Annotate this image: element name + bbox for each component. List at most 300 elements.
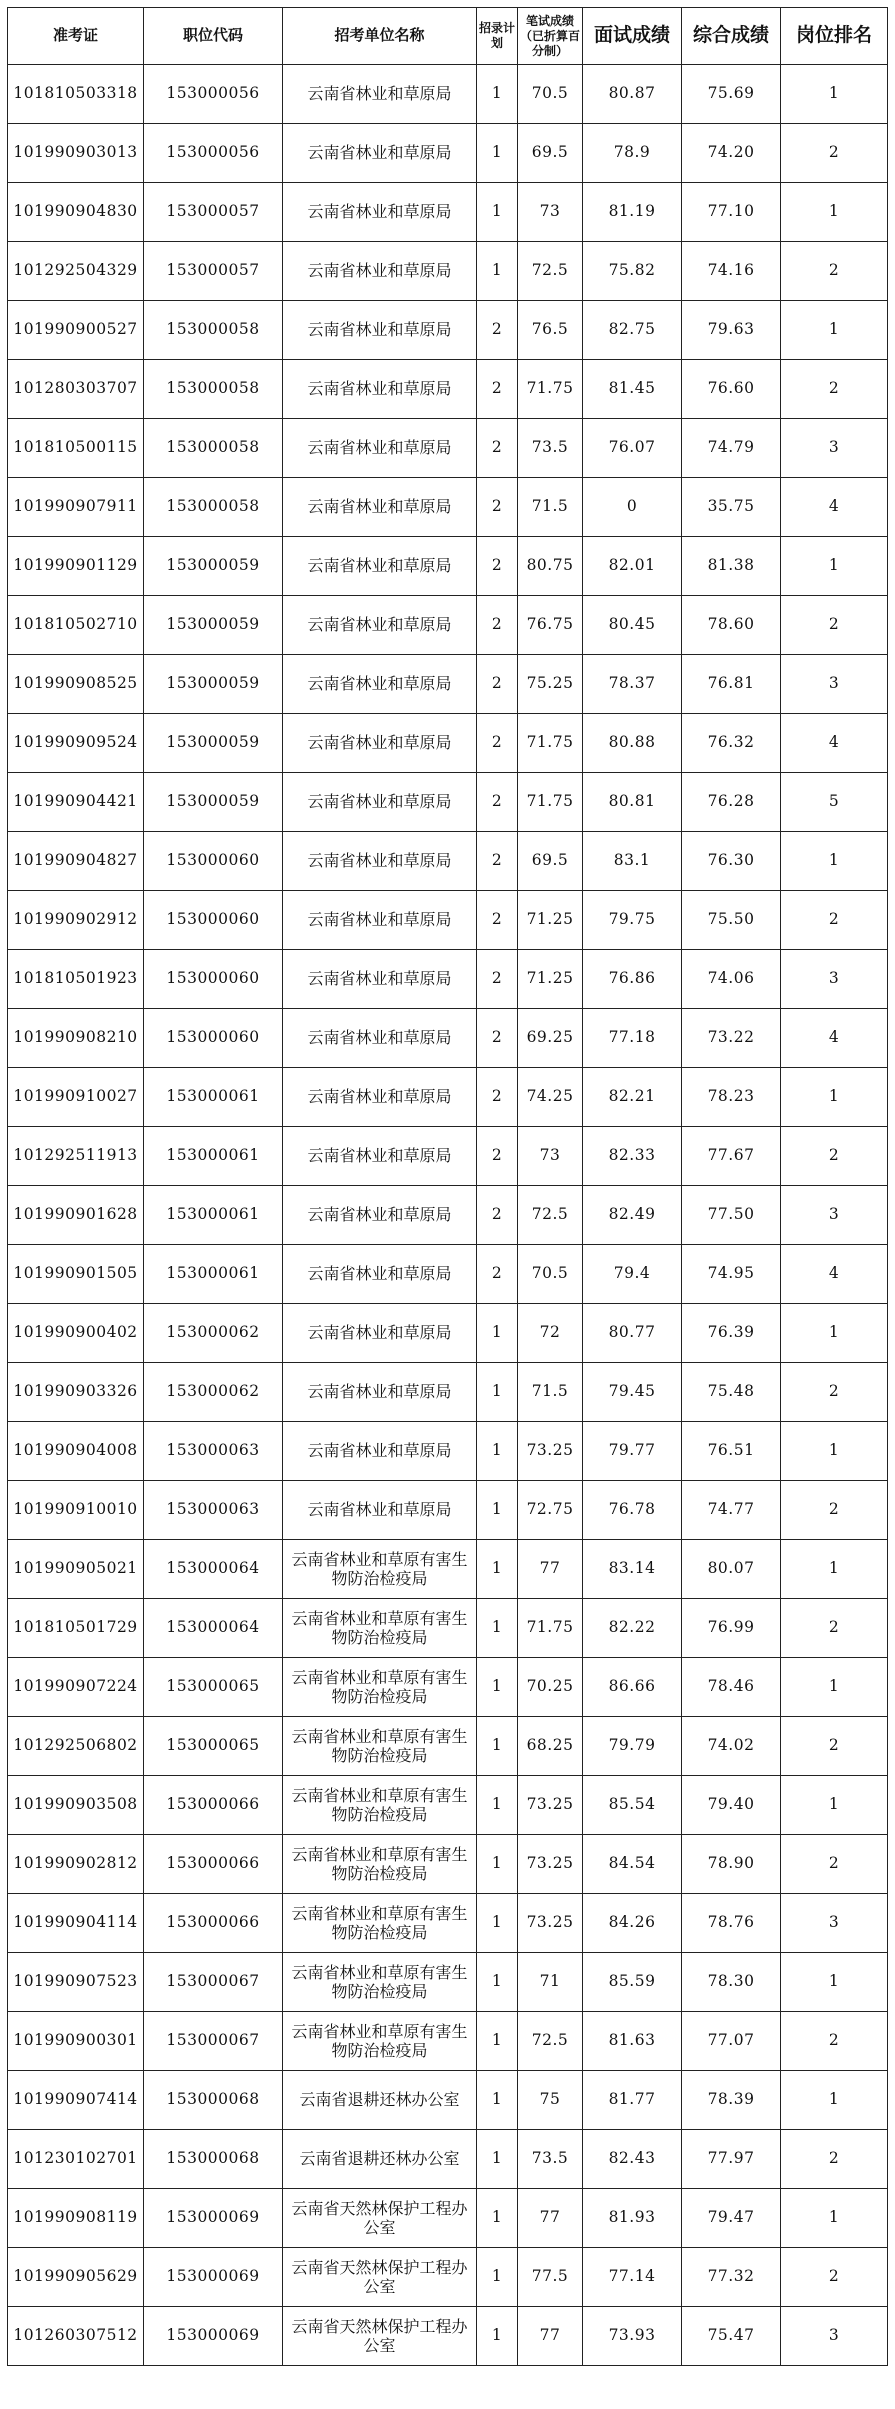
- rank-cell: 2: [781, 1481, 888, 1540]
- rank-cell: 3: [781, 950, 888, 1009]
- position-code-cell: 153000066: [144, 1835, 283, 1894]
- unit-name-cell: 云南省林业和草原局: [283, 183, 477, 242]
- interview-score-cell: 79.4: [583, 1245, 682, 1304]
- total-score-cell: 75.47: [682, 2307, 781, 2366]
- unit-name-cell: 云南省林业和草原局: [283, 478, 477, 537]
- exam-id-cell: 101990905021: [8, 1540, 144, 1599]
- written-score-cell: 73.25: [518, 1835, 583, 1894]
- table-row: [8, 1599, 888, 1658]
- exam-id-cell: 101990901628: [8, 1186, 144, 1245]
- total-score-cell: 74.06: [682, 950, 781, 1009]
- rank-cell: 2: [781, 1599, 888, 1658]
- exam-id-cell: 101990901129: [8, 537, 144, 596]
- position-code-cell: 153000063: [144, 1422, 283, 1481]
- unit-name-cell: 云南省林业和草原局: [283, 832, 477, 891]
- position-code-cell: 153000059: [144, 714, 283, 773]
- written-score-cell: 71.75: [518, 360, 583, 419]
- rank-cell: 2: [781, 2012, 888, 2071]
- quota-cell: 1: [477, 2012, 518, 2071]
- rank-cell: 2: [781, 2130, 888, 2189]
- interview-score-cell: 82.01: [583, 537, 682, 596]
- header-quota: 招录计划: [477, 8, 518, 65]
- table-row: [8, 1540, 888, 1599]
- interview-score-cell: 83.1: [583, 832, 682, 891]
- total-score-cell: 74.16: [682, 242, 781, 301]
- written-score-cell: 73.25: [518, 1776, 583, 1835]
- table-row: [8, 950, 888, 1009]
- written-score-cell: 69.5: [518, 832, 583, 891]
- total-score-cell: 79.40: [682, 1776, 781, 1835]
- rank-cell: 3: [781, 2307, 888, 2366]
- total-score-cell: 75.69: [682, 65, 781, 124]
- written-score-cell: 73.25: [518, 1422, 583, 1481]
- written-score-cell: 75: [518, 2071, 583, 2130]
- quota-cell: 1: [477, 1776, 518, 1835]
- header-unit-name: 招考单位名称: [283, 8, 477, 65]
- written-score-cell: 71.5: [518, 1363, 583, 1422]
- total-score-cell: 77.32: [682, 2248, 781, 2307]
- rank-cell: 1: [781, 2189, 888, 2248]
- rank-cell: 3: [781, 419, 888, 478]
- rank-cell: 1: [781, 1658, 888, 1717]
- interview-score-cell: 78.9: [583, 124, 682, 183]
- position-code-cell: 153000064: [144, 1540, 283, 1599]
- quota-cell: 2: [477, 891, 518, 950]
- unit-name-cell: 云南省林业和草原局: [283, 1127, 477, 1186]
- table-row: [8, 478, 888, 537]
- interview-score-cell: 82.43: [583, 2130, 682, 2189]
- interview-score-cell: 78.37: [583, 655, 682, 714]
- rank-cell: 2: [781, 124, 888, 183]
- written-score-cell: 75.25: [518, 655, 583, 714]
- table-row: [8, 1127, 888, 1186]
- table-row: [8, 537, 888, 596]
- exam-id-cell: 101990904008: [8, 1422, 144, 1481]
- quota-cell: 1: [477, 2071, 518, 2130]
- quota-cell: 1: [477, 1658, 518, 1717]
- exam-id-cell: 101292504329: [8, 242, 144, 301]
- rank-cell: 1: [781, 1422, 888, 1481]
- total-score-cell: 76.30: [682, 832, 781, 891]
- exam-id-cell: 101810500115: [8, 419, 144, 478]
- table-row: [8, 65, 888, 124]
- total-score-cell: 35.75: [682, 478, 781, 537]
- position-code-cell: 153000058: [144, 478, 283, 537]
- rank-cell: 1: [781, 1304, 888, 1363]
- quota-cell: 2: [477, 1186, 518, 1245]
- written-score-cell: 76.75: [518, 596, 583, 655]
- table-row: [8, 1422, 888, 1481]
- table-row: [8, 773, 888, 832]
- exam-id-cell: 101990910010: [8, 1481, 144, 1540]
- total-score-cell: 78.23: [682, 1068, 781, 1127]
- unit-name-cell: 云南省林业和草原有害生物防治检疫局: [283, 1717, 477, 1776]
- quota-cell: 2: [477, 360, 518, 419]
- quota-cell: 2: [477, 419, 518, 478]
- unit-name-cell: 云南省林业和草原局: [283, 596, 477, 655]
- interview-score-cell: 80.45: [583, 596, 682, 655]
- interview-score-cell: 76.07: [583, 419, 682, 478]
- interview-score-cell: 81.45: [583, 360, 682, 419]
- interview-score-cell: 86.66: [583, 1658, 682, 1717]
- unit-name-cell: 云南省林业和草原局: [283, 1363, 477, 1422]
- total-score-cell: 74.20: [682, 124, 781, 183]
- quota-cell: 2: [477, 301, 518, 360]
- rank-cell: 1: [781, 2071, 888, 2130]
- unit-name-cell: 云南省天然林保护工程办公室: [283, 2307, 477, 2366]
- interview-score-cell: 81.77: [583, 2071, 682, 2130]
- total-score-cell: 76.28: [682, 773, 781, 832]
- exam-id-cell: 101990907224: [8, 1658, 144, 1717]
- position-code-cell: 153000060: [144, 891, 283, 950]
- table-row: [8, 1776, 888, 1835]
- quota-cell: 2: [477, 1009, 518, 1068]
- total-score-cell: 76.60: [682, 360, 781, 419]
- exam-id-cell: 101990908525: [8, 655, 144, 714]
- exam-id-cell: 101280303707: [8, 360, 144, 419]
- total-score-cell: 77.07: [682, 2012, 781, 2071]
- exam-id-cell: 101990909524: [8, 714, 144, 773]
- exam-id-cell: 101810502710: [8, 596, 144, 655]
- interview-score-cell: 82.22: [583, 1599, 682, 1658]
- written-score-cell: 71.25: [518, 891, 583, 950]
- unit-name-cell: 云南省林业和草原局: [283, 1068, 477, 1127]
- exam-id-cell: 101990903013: [8, 124, 144, 183]
- table-row: [8, 419, 888, 478]
- exam-id-cell: 101230102701: [8, 2130, 144, 2189]
- quota-cell: 2: [477, 478, 518, 537]
- table-row: [8, 360, 888, 419]
- table-row: [8, 2130, 888, 2189]
- total-score-cell: 78.76: [682, 1894, 781, 1953]
- position-code-cell: 153000069: [144, 2189, 283, 2248]
- quota-cell: 1: [477, 1953, 518, 2012]
- total-score-cell: 74.77: [682, 1481, 781, 1540]
- quota-cell: 2: [477, 1068, 518, 1127]
- written-score-cell: 77: [518, 2189, 583, 2248]
- quota-cell: 1: [477, 183, 518, 242]
- table-row: [8, 1363, 888, 1422]
- written-score-cell: 77: [518, 1540, 583, 1599]
- written-score-cell: 70.25: [518, 1658, 583, 1717]
- unit-name-cell: 云南省林业和草原局: [283, 537, 477, 596]
- unit-name-cell: 云南省林业和草原局: [283, 1245, 477, 1304]
- table-row: [8, 2248, 888, 2307]
- unit-name-cell: 云南省林业和草原局: [283, 360, 477, 419]
- interview-score-cell: 82.21: [583, 1068, 682, 1127]
- unit-name-cell: 云南省林业和草原局: [283, 950, 477, 1009]
- rank-cell: 3: [781, 655, 888, 714]
- position-code-cell: 153000062: [144, 1304, 283, 1363]
- exam-id-cell: 101990900402: [8, 1304, 144, 1363]
- written-score-cell: 73: [518, 1127, 583, 1186]
- table-row: [8, 1068, 888, 1127]
- position-code-cell: 153000063: [144, 1481, 283, 1540]
- total-score-cell: 78.39: [682, 2071, 781, 2130]
- written-score-cell: 73.5: [518, 2130, 583, 2189]
- interview-score-cell: 80.87: [583, 65, 682, 124]
- table-row: [8, 714, 888, 773]
- exam-id-cell: 101990907911: [8, 478, 144, 537]
- table-row: [8, 1009, 888, 1068]
- rank-cell: 1: [781, 537, 888, 596]
- written-score-cell: 68.25: [518, 1717, 583, 1776]
- position-code-cell: 153000057: [144, 242, 283, 301]
- position-code-cell: 153000060: [144, 1009, 283, 1068]
- position-code-cell: 153000059: [144, 655, 283, 714]
- table-row: [8, 2307, 888, 2366]
- quota-cell: 2: [477, 714, 518, 773]
- quota-cell: 1: [477, 65, 518, 124]
- unit-name-cell: 云南省退耕还林办公室: [283, 2130, 477, 2189]
- table-row: [8, 1186, 888, 1245]
- quota-cell: 2: [477, 773, 518, 832]
- total-score-cell: 75.48: [682, 1363, 781, 1422]
- total-score-cell: 78.90: [682, 1835, 781, 1894]
- unit-name-cell: 云南省林业和草原局: [283, 714, 477, 773]
- written-score-cell: 69.25: [518, 1009, 583, 1068]
- rank-cell: 2: [781, 242, 888, 301]
- total-score-cell: 78.60: [682, 596, 781, 655]
- total-score-cell: 76.39: [682, 1304, 781, 1363]
- exam-id-cell: 101292511913: [8, 1127, 144, 1186]
- quota-cell: 2: [477, 596, 518, 655]
- written-score-cell: 74.25: [518, 1068, 583, 1127]
- table-row: [8, 1894, 888, 1953]
- unit-name-cell: 云南省林业和草原局: [283, 65, 477, 124]
- total-score-cell: 79.47: [682, 2189, 781, 2248]
- exam-id-cell: 101990907523: [8, 1953, 144, 2012]
- quota-cell: 2: [477, 537, 518, 596]
- interview-score-cell: 80.81: [583, 773, 682, 832]
- written-score-cell: 72.5: [518, 242, 583, 301]
- exam-id-cell: 101990904830: [8, 183, 144, 242]
- interview-score-cell: 83.14: [583, 1540, 682, 1599]
- written-score-cell: 72.75: [518, 1481, 583, 1540]
- position-code-cell: 153000067: [144, 1953, 283, 2012]
- rank-cell: 4: [781, 478, 888, 537]
- position-code-cell: 153000066: [144, 1776, 283, 1835]
- table-row: [8, 832, 888, 891]
- unit-name-cell: 云南省林业和草原局: [283, 1481, 477, 1540]
- total-score-cell: 74.02: [682, 1717, 781, 1776]
- table-row: [8, 301, 888, 360]
- rank-cell: 1: [781, 65, 888, 124]
- rank-cell: 1: [781, 1540, 888, 1599]
- position-code-cell: 153000064: [144, 1599, 283, 1658]
- table-row: [8, 2012, 888, 2071]
- quota-cell: 1: [477, 1422, 518, 1481]
- unit-name-cell: 云南省林业和草原局: [283, 1186, 477, 1245]
- position-code-cell: 153000058: [144, 419, 283, 478]
- table-row: [8, 1304, 888, 1363]
- table-row: [8, 242, 888, 301]
- total-score-cell: 76.51: [682, 1422, 781, 1481]
- table-row: [8, 891, 888, 950]
- written-score-cell: 73.25: [518, 1894, 583, 1953]
- written-score-cell: 80.75: [518, 537, 583, 596]
- exam-id-cell: 101990902812: [8, 1835, 144, 1894]
- quota-cell: 1: [477, 1363, 518, 1422]
- written-score-cell: 71: [518, 1953, 583, 2012]
- written-score-cell: 77: [518, 2307, 583, 2366]
- quota-cell: 1: [477, 1540, 518, 1599]
- table-row: [8, 1717, 888, 1776]
- table-row: [8, 596, 888, 655]
- unit-name-cell: 云南省天然林保护工程办公室: [283, 2248, 477, 2307]
- interview-score-cell: 77.18: [583, 1009, 682, 1068]
- table-row: [8, 1481, 888, 1540]
- quota-cell: 1: [477, 2307, 518, 2366]
- rank-cell: 1: [781, 301, 888, 360]
- table-body: [8, 65, 888, 2366]
- quota-cell: 2: [477, 950, 518, 1009]
- position-code-cell: 153000067: [144, 2012, 283, 2071]
- header-exam-id: 准考证: [8, 8, 144, 65]
- position-code-cell: 153000065: [144, 1717, 283, 1776]
- total-score-cell: 74.79: [682, 419, 781, 478]
- exam-id-cell: 101990902912: [8, 891, 144, 950]
- interview-score-cell: 73.93: [583, 2307, 682, 2366]
- position-code-cell: 153000068: [144, 2071, 283, 2130]
- quota-cell: 1: [477, 1304, 518, 1363]
- rank-cell: 1: [781, 183, 888, 242]
- written-score-cell: 71.75: [518, 773, 583, 832]
- header-position-code: 职位代码: [144, 8, 283, 65]
- unit-name-cell: 云南省林业和草原局: [283, 242, 477, 301]
- exam-id-cell: 101990907414: [8, 2071, 144, 2130]
- rank-cell: 2: [781, 1127, 888, 1186]
- interview-score-cell: 81.19: [583, 183, 682, 242]
- rank-cell: 2: [781, 891, 888, 950]
- total-score-cell: 76.32: [682, 714, 781, 773]
- unit-name-cell: 云南省林业和草原局: [283, 1304, 477, 1363]
- quota-cell: 2: [477, 832, 518, 891]
- written-score-cell: 76.5: [518, 301, 583, 360]
- total-score-cell: 76.81: [682, 655, 781, 714]
- unit-name-cell: 云南省林业和草原有害生物防治检疫局: [283, 1599, 477, 1658]
- header-written-score: 笔试成绩（已折算百分制）: [518, 8, 583, 65]
- exam-id-cell: 101990900527: [8, 301, 144, 360]
- total-score-cell: 76.99: [682, 1599, 781, 1658]
- unit-name-cell: 云南省林业和草原局: [283, 655, 477, 714]
- interview-score-cell: 84.26: [583, 1894, 682, 1953]
- position-code-cell: 153000056: [144, 65, 283, 124]
- unit-name-cell: 云南省天然林保护工程办公室: [283, 2189, 477, 2248]
- interview-score-cell: 79.77: [583, 1422, 682, 1481]
- exam-id-cell: 101990900301: [8, 2012, 144, 2071]
- table-row: [8, 1953, 888, 2012]
- unit-name-cell: 云南省林业和草原有害生物防治检疫局: [283, 1894, 477, 1953]
- rank-cell: 2: [781, 596, 888, 655]
- exam-id-cell: 101990903508: [8, 1776, 144, 1835]
- interview-score-cell: 84.54: [583, 1835, 682, 1894]
- position-code-cell: 153000058: [144, 301, 283, 360]
- written-score-cell: 72: [518, 1304, 583, 1363]
- rank-cell: 2: [781, 1717, 888, 1776]
- interview-score-cell: 79.79: [583, 1717, 682, 1776]
- exam-id-cell: 101990903326: [8, 1363, 144, 1422]
- unit-name-cell: 云南省林业和草原有害生物防治检疫局: [283, 2012, 477, 2071]
- written-score-cell: 71.25: [518, 950, 583, 1009]
- total-score-cell: 74.95: [682, 1245, 781, 1304]
- exam-id-cell: 101260307512: [8, 2307, 144, 2366]
- total-score-cell: 77.50: [682, 1186, 781, 1245]
- quota-cell: 1: [477, 124, 518, 183]
- rank-cell: 2: [781, 1835, 888, 1894]
- exam-id-cell: 101990910027: [8, 1068, 144, 1127]
- header-interview-score: 面试成绩: [583, 8, 682, 65]
- total-score-cell: 80.07: [682, 1540, 781, 1599]
- unit-name-cell: 云南省林业和草原局: [283, 1422, 477, 1481]
- quota-cell: 1: [477, 1481, 518, 1540]
- quota-cell: 1: [477, 2189, 518, 2248]
- exam-id-cell: 101292506802: [8, 1717, 144, 1776]
- interview-score-cell: 81.63: [583, 2012, 682, 2071]
- written-score-cell: 77.5: [518, 2248, 583, 2307]
- written-score-cell: 72.5: [518, 1186, 583, 1245]
- interview-score-cell: 80.88: [583, 714, 682, 773]
- quota-cell: 1: [477, 242, 518, 301]
- interview-score-cell: 82.75: [583, 301, 682, 360]
- interview-score-cell: 82.49: [583, 1186, 682, 1245]
- interview-score-cell: 75.82: [583, 242, 682, 301]
- total-score-cell: 75.50: [682, 891, 781, 950]
- unit-name-cell: 云南省林业和草原有害生物防治检疫局: [283, 1540, 477, 1599]
- quota-cell: 1: [477, 2248, 518, 2307]
- rank-cell: 3: [781, 1186, 888, 1245]
- written-score-cell: 71.75: [518, 714, 583, 773]
- unit-name-cell: 云南省林业和草原局: [283, 1009, 477, 1068]
- exam-id-cell: 101990908119: [8, 2189, 144, 2248]
- rank-cell: 3: [781, 1894, 888, 1953]
- written-score-cell: 71.5: [518, 478, 583, 537]
- total-score-cell: 78.46: [682, 1658, 781, 1717]
- interview-score-cell: 82.33: [583, 1127, 682, 1186]
- unit-name-cell: 云南省林业和草原局: [283, 419, 477, 478]
- position-code-cell: 153000061: [144, 1186, 283, 1245]
- interview-score-cell: 80.77: [583, 1304, 682, 1363]
- exam-id-cell: 101990908210: [8, 1009, 144, 1068]
- written-score-cell: 69.5: [518, 124, 583, 183]
- position-code-cell: 153000059: [144, 596, 283, 655]
- position-code-cell: 153000062: [144, 1363, 283, 1422]
- written-score-cell: 70.5: [518, 1245, 583, 1304]
- exam-id-cell: 101990901505: [8, 1245, 144, 1304]
- interview-score-cell: 76.86: [583, 950, 682, 1009]
- total-score-cell: 77.67: [682, 1127, 781, 1186]
- total-score-cell: 79.63: [682, 301, 781, 360]
- interview-score-cell: 85.59: [583, 1953, 682, 2012]
- written-score-cell: 71.75: [518, 1599, 583, 1658]
- position-code-cell: 153000061: [144, 1127, 283, 1186]
- unit-name-cell: 云南省林业和草原局: [283, 301, 477, 360]
- written-score-cell: 70.5: [518, 65, 583, 124]
- table-row: [8, 1658, 888, 1717]
- quota-cell: 2: [477, 1245, 518, 1304]
- header-total-score: 综合成绩: [682, 8, 781, 65]
- quota-cell: 1: [477, 1894, 518, 1953]
- exam-id-cell: 101990904421: [8, 773, 144, 832]
- position-code-cell: 153000061: [144, 1245, 283, 1304]
- rank-cell: 4: [781, 1245, 888, 1304]
- table-row: [8, 2071, 888, 2130]
- quota-cell: 1: [477, 2130, 518, 2189]
- unit-name-cell: 云南省退耕还林办公室: [283, 2071, 477, 2130]
- position-code-cell: 153000057: [144, 183, 283, 242]
- rank-cell: 4: [781, 714, 888, 773]
- exam-id-cell: 101990904114: [8, 1894, 144, 1953]
